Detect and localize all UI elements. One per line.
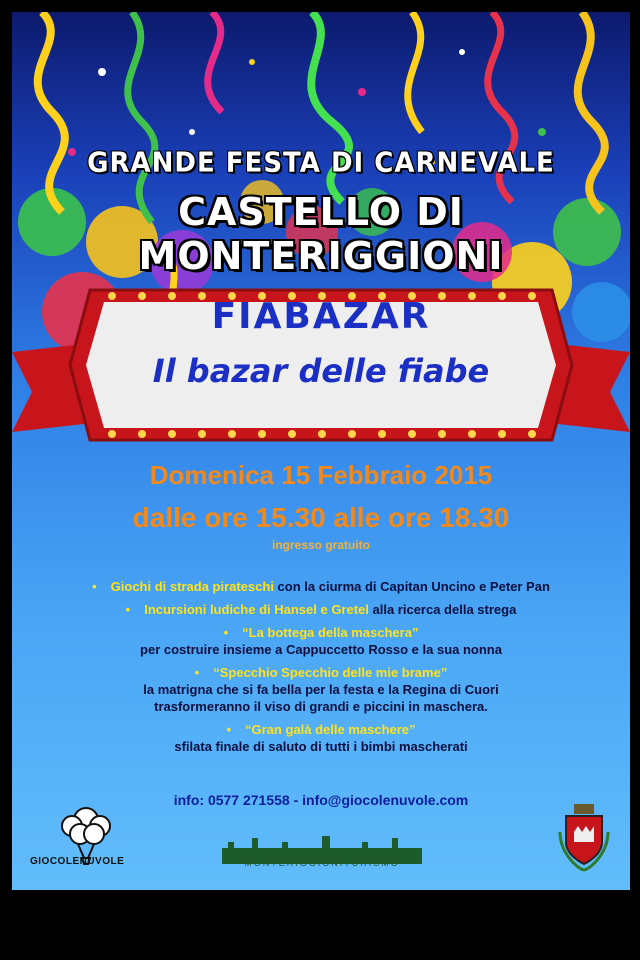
- event-date: Domenica 15 Febbraio 2015: [149, 460, 493, 490]
- list-item: • Giochi di strada pirateschi con la ciurma di Capitan Uncino e Peter Pan: [92, 579, 550, 594]
- logo-middle-label: MONTERIGGIONITURISMO: [244, 858, 400, 868]
- list-item: • “Specchio Specchio delle mie brame” la matrigna che si fa bella per la festa e la Regina di Cuori trasformeranno il viso di grandi e piccini in maschera.: [143, 665, 499, 714]
- logo-left-label: GIOCOLENUVOLE: [30, 856, 125, 867]
- entry-note: ingresso gratuito: [271, 538, 370, 552]
- bullet-icon: •: [226, 722, 232, 737]
- bullet-icon: •: [125, 602, 131, 617]
- poster: [12, 12, 630, 890]
- event-subtitle: GRANDE FESTA DI CARNEVALE: [87, 147, 555, 179]
- contact-info: info: 0577 271558 - info@giocolenuvole.com: [173, 792, 469, 808]
- bullet-icon: •: [194, 665, 200, 680]
- town-crest-icon: [556, 802, 612, 872]
- bullet-icon: •: [223, 625, 229, 640]
- bullet-icon: •: [92, 579, 97, 594]
- sign-title: FIABAZAR: [211, 296, 431, 337]
- list-item: • “La bottega della maschera” per costruire insieme a Cappuccetto Rosso e la sua nonna: [140, 625, 502, 657]
- event-hours: dalle ore 15.30 alle ore 18.30: [132, 502, 510, 533]
- list-item: • Incursioni ludiche di Hansel e Gretel alla ricerca della strega: [125, 602, 517, 617]
- venue-title: CASTELLO DI MONTERIGGIONI: [138, 190, 504, 278]
- sign-subtitle: Il bazar delle fiabe: [152, 352, 490, 390]
- activity-list: [12, 578, 630, 761]
- list-item: • “Gran galà delle maschere” sfilata finale di saluto di tutti i bimbi mascherati: [174, 722, 468, 754]
